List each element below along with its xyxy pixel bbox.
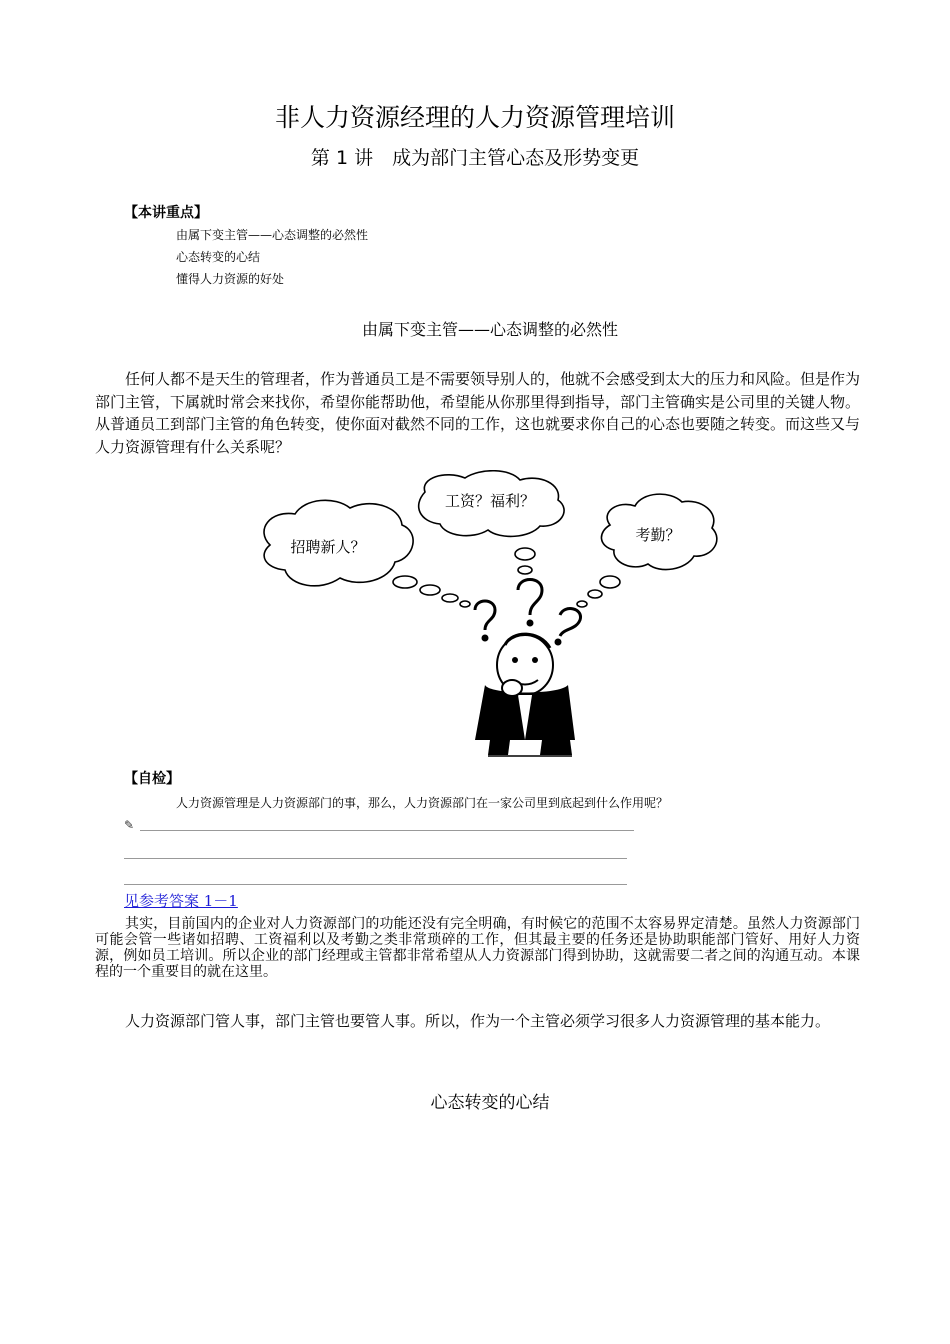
document-title: 非人力资源经理的人力资源管理培训 — [274, 103, 675, 132]
key-point-item: 懂得人力资源的好处 — [176, 272, 285, 286]
thinking-manager-illustration — [250, 470, 730, 760]
section-heading: 由属下变主管——心态调整的必然性 — [361, 320, 618, 339]
key-point-item: 心态转变的心结 — [176, 250, 261, 264]
section-heading: 心态转变的心结 — [430, 1093, 550, 1113]
intro-paragraph: 任何人都不是天生的管理者，作为普通员工是不需要领导别人的，他就不会感受到太大的压力和风险。但是作为部门主管，下属就时常会来找你，希望你能帮助他，希望能从你那里得到指导，部门主管确实是公司里的关键人物。从普通员工到部门主管的角色转变，使你面对截然不同的工作，这也就要求你自己的心态也要随之转变。而这些又与人力资源管理有什么关系呢？ — [95, 370, 861, 456]
bubble-text-center: 工资？福利？ — [444, 492, 536, 510]
bubble-text-right: 考勤？ — [635, 526, 681, 544]
self-check-question: 人力资源管理是人力资源部门的事，那么，人力资源部门在一家公司里到底起到什么作用呢？ — [176, 796, 669, 810]
bubble-text-left: 招聘新人？ — [290, 538, 366, 556]
management-paragraph: 人力资源部门管人事，部门主管也要管人事。所以，作为一个主管必须学习很多人力资源管理的基本能力。 — [125, 1012, 831, 1030]
reference-answer-link[interactable]: 见参考答案 1－1 — [124, 892, 238, 910]
key-points-label: 【本讲重点】 — [124, 205, 208, 221]
hr-role-paragraph: 其实，目前国内的企业对人力资源部门的功能还没有完全明确，有时候它的范围不太容易界定清楚。虽然人力资源部门可能会管一些诸如招聘、工资福利以及考勤之类非常琐碎的工作，但其最主要的任务还是协助职能部门管好、用好人力资源，例如员工培训。所以企业的部门经理或主管都非常希望从人力资源部门得到协助，这就需要二者之间的沟通互动。本课程的一个重要目的就在这里。 — [95, 916, 860, 980]
answer-line[interactable] — [140, 830, 634, 831]
lecture-subtitle: 第 1 讲 成为部门主管心态及形势变更 — [310, 147, 640, 169]
answer-line[interactable] — [124, 858, 627, 859]
answer-line[interactable] — [124, 884, 627, 885]
manager-figure — [475, 634, 575, 756]
key-point-item: 由属下变主管——心态调整的必然性 — [176, 228, 369, 242]
pencil-icon: ✎ — [124, 818, 135, 832]
self-check-label: 【自检】 — [124, 771, 180, 787]
